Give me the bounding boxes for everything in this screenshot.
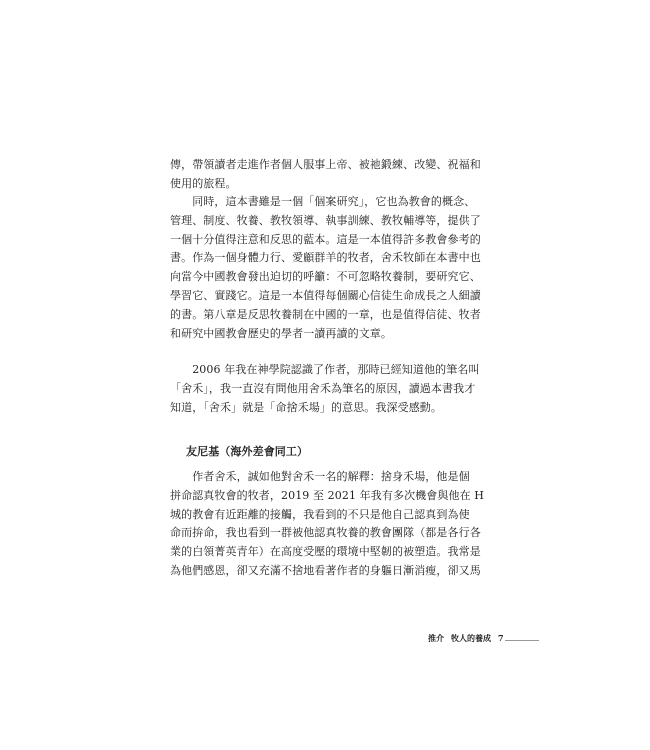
footer-rule <box>505 640 539 641</box>
footer-book-title: 牧人的養成 <box>451 633 491 643</box>
text-line: 和研究中國教會歷史的學者一讀再讀的文章。 <box>170 327 392 340</box>
text-line: 「舍禾」，我一直沒有問他用舍禾為筆名的原因，讀過本書我才 <box>170 382 476 395</box>
text-line: 為他們感恩，卻又充滿不捨地看著作者的身軀日漸消瘦，卻又馬 <box>170 564 481 577</box>
text-line: 城的教會有近距離的接觸，我看到的不只是他自己認真到為使 <box>170 508 470 521</box>
text-line: 業的白領菁英青年）在高度受壓的環境中堅韌的被塑造。我常是 <box>170 545 481 558</box>
text-line: 管理、制度、牧養、教牧領導、執事訓練、教牧輔導等，提供了 <box>170 214 481 227</box>
text-line: 學習它、實踐它。這是一本值得每個關心信徒生命成長之人細讀 <box>170 289 481 302</box>
text-line: 的書。第八章是反思牧養制在中國的一章，也是值得信徒、牧者 <box>170 308 481 321</box>
text-line: 向當今中國教會發出迫切的呼籲：不可忽略牧養制，要研究它、 <box>170 270 481 283</box>
page-footer <box>428 632 504 644</box>
text-line: 傳，帶領讀者走進作者個人服事上帝、被祂鍛練、改變、祝福和 <box>170 158 481 171</box>
text-line: 知道，「舍禾」就是「命捨禾場」的意思。我深受感動。 <box>170 401 442 414</box>
text-line: 2006 年我在神學院認識了作者，那時已經知道他的筆名叫 <box>170 363 480 376</box>
text-line: 同時，這本書雖是一個「個案研究」，它也為教會的概念、 <box>170 195 476 208</box>
text-line: 使用的旅程。 <box>170 177 237 190</box>
footer-section: 推介 <box>428 633 444 643</box>
text-line: 命而拚命，我也看到一群被他認真牧養的教會團隊（都是各行各 <box>170 526 481 539</box>
page-number: 7 <box>498 633 504 643</box>
section-heading: 友尼基（海外差會同工） <box>186 445 309 458</box>
text-line: 一個十分值得注意和反思的藍本。這是一本值得許多教會參考的 <box>170 233 481 246</box>
text-line: 作者舍禾，誠如他對舍禾一名的解釋：捨身禾場，他是個 <box>170 470 470 483</box>
text-line: 書。作為一個身體力行、愛顧群羊的牧者，舍禾牧師在本書中也 <box>170 251 481 264</box>
text-line: 拼命認真牧會的牧者，2019 至 2021 年我有多次機會與他在 H <box>170 489 484 502</box>
